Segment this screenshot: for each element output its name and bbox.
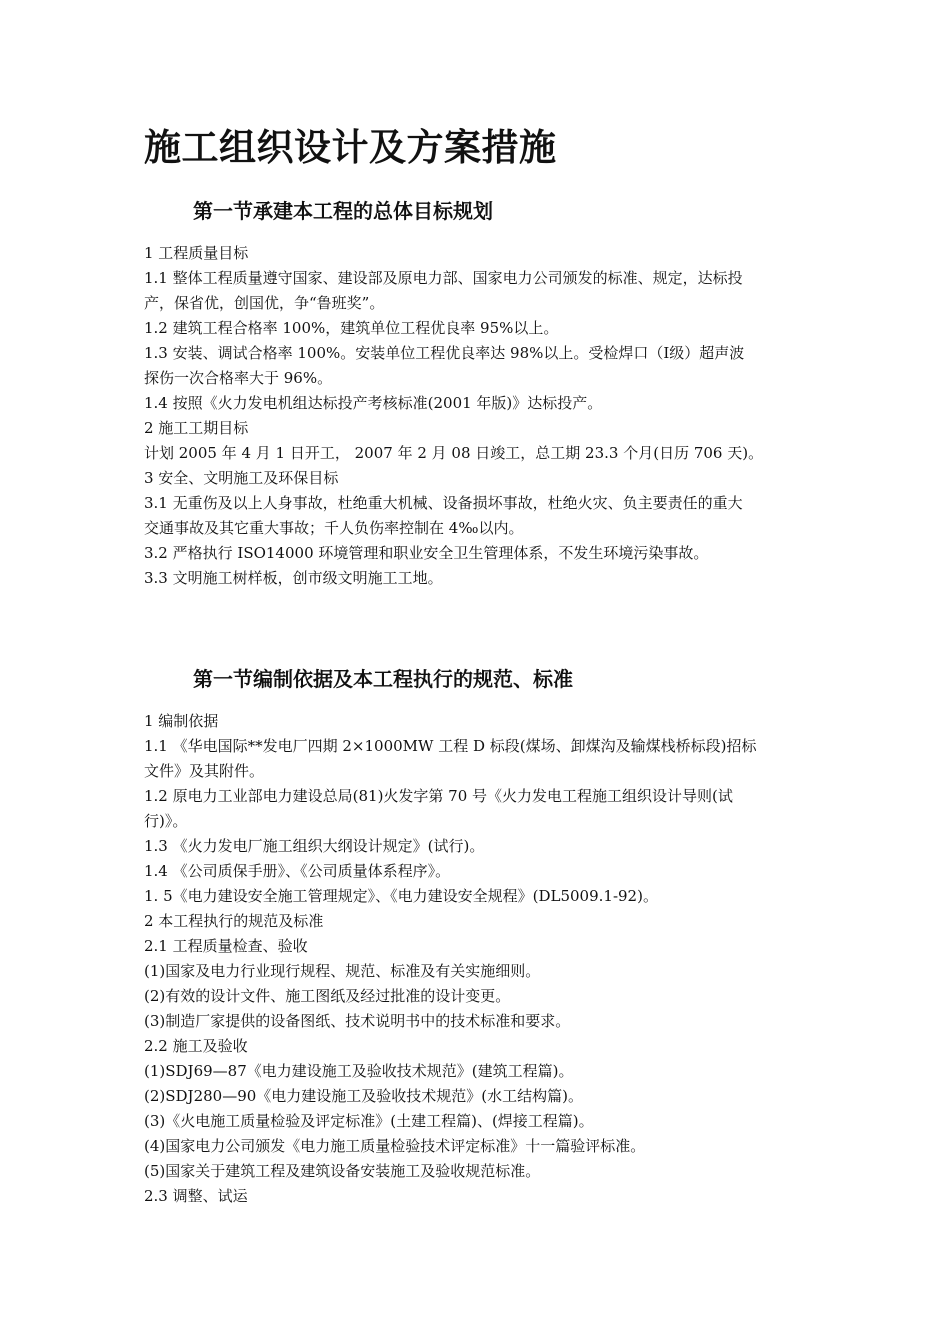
paragraph-line: 2 施工工期目标 — [144, 419, 249, 437]
section-heading-goals: 第一节承建本工程的总体目标规划 — [193, 198, 493, 223]
paragraph-line: 1.4 《公司质保手册》、《公司质量体系程序》。 — [144, 862, 451, 880]
paragraph-line: 计划 2005 年 4 月 1 日开工， 2007 年 2 月 08 日竣工，总工期 23.3 个月(日历 706 天)。 — [144, 444, 764, 462]
paragraph-line: 产，保省优，创国优，争“鲁班奖”。 — [144, 294, 385, 312]
document-title: 施工组织设计及方案措施 — [144, 124, 557, 169]
paragraph-line: 1 工程质量目标 — [144, 244, 249, 262]
paragraph-line: 1 编制依据 — [144, 712, 219, 730]
paragraph-line: 探伤一次合格率大于 96%。 — [144, 369, 333, 387]
paragraph-line: 3.1 无重伤及以上人身事故，杜绝重大机械、设备损坏事故，杜绝火灾、负主要责任的重大 — [144, 494, 743, 512]
paragraph-line: 3 安全、文明施工及环保目标 — [144, 469, 339, 487]
paragraph-line: 2.3 调整、试运 — [144, 1187, 248, 1205]
paragraph-line: (1)SDJ69—87《电力建设施工及验收技术规范》(建筑工程篇)。 — [144, 1062, 574, 1080]
paragraph-line: 1.1 整体工程质量遵守国家、建设部及原电力部、国家电力公司颁发的标准、规定，达标投 — [144, 269, 743, 287]
paragraph-line: 3.2 严格执行 ISO14000 环境管理和职业安全卫生管理体系，不发生环境污染事故。 — [144, 544, 709, 562]
paragraph-line: 3.3 文明施工树样板，创市级文明施工工地。 — [144, 569, 443, 587]
paragraph-line: (4)国家电力公司颁发《电力施工质量检验技术评定标准》十一篇验评标准。 — [144, 1137, 646, 1155]
paragraph-line: (1)国家及电力行业现行规程、规范、标准及有关实施细则。 — [144, 962, 541, 980]
paragraph-line: 交通事故及其它重大事故；千人负伤率控制在 4‰以内。 — [144, 519, 524, 537]
section-heading-basis: 第一节编制依据及本工程执行的规范、标准 — [193, 666, 573, 691]
paragraph-line: (2)SDJ280—90《电力建设施工及验收技术规范》(水工结构篇)。 — [144, 1087, 583, 1105]
paragraph-line: 1. 5《电力建设安全施工管理规定》、《电力建设安全规程》(DL5009.1-92)。 — [144, 887, 658, 905]
paragraph-line: (3)制造厂家提供的设备图纸、技术说明书中的技术标准和要求。 — [144, 1012, 571, 1030]
paragraph-line: 2 本工程执行的规范及标准 — [144, 912, 324, 930]
paragraph-line: 1.2 建筑工程合格率 100%，建筑单位工程优良率 95%以上。 — [144, 319, 559, 337]
paragraph-line: 1.3 《火力发电厂施工组织大纲设计规定》(试行)。 — [144, 837, 485, 855]
paragraph-line: 2.2 施工及验收 — [144, 1037, 248, 1055]
paragraph-line: 文件》及其附件。 — [144, 762, 265, 780]
paragraph-line: 1.2 原电力工业部电力建设总局(81)火发字第 70 号《火力发电工程施工组织设计导则(试 — [144, 787, 733, 805]
paragraph-line: (5)国家关于建筑工程及建筑设备安装施工及验收规范标准。 — [144, 1162, 541, 1180]
section-body-goals — [144, 241, 824, 591]
paragraph-line: 行)》。 — [144, 812, 188, 830]
paragraph-line: 1.3 安装、调试合格率 100%。安装单位工程优良率达 98%以上。受检焊口（Ⅰ级）超声波 — [144, 344, 745, 362]
paragraph-line: 1.1 《华电国际**发电厂四期 2×1000MW 工程 D 标段(煤场、卸煤沟及输煤栈桥标段)招标 — [144, 737, 757, 755]
paragraph-line: 2.1 工程质量检查、验收 — [144, 937, 308, 955]
paragraph-line: 1.4 按照《火力发电机组达标投产考核标准(2001 年版)》达标投产。 — [144, 394, 603, 412]
paragraph-line: (3)《火电施工质量检验及评定标准》(土建工程篇)、(焊接工程篇)。 — [144, 1112, 594, 1130]
paragraph-line: (2)有效的设计文件、施工图纸及经过批准的设计变更。 — [144, 987, 511, 1005]
section-body-basis — [144, 709, 824, 1209]
